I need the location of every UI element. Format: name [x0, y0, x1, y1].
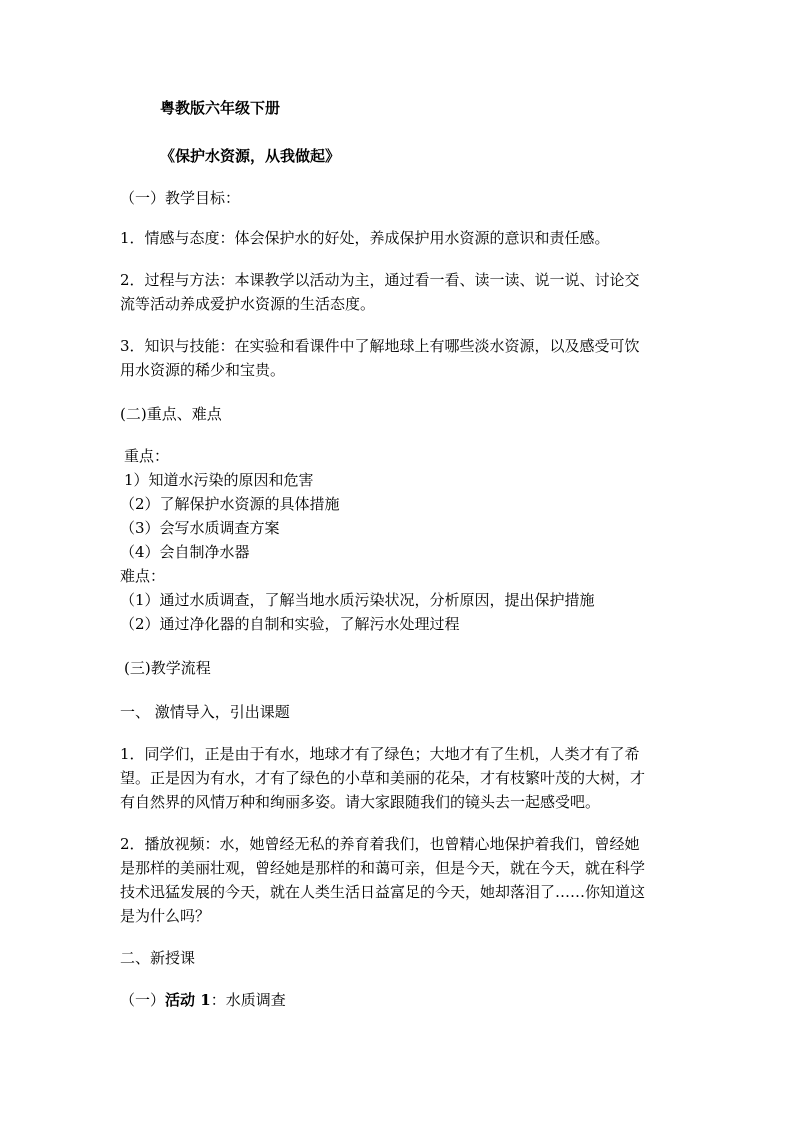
paragraph-2-line1: 2．播放视频：水，她曾经无私的养育着我们，也曾精心地保护着我们，曾经她	[120, 835, 640, 853]
key-point-1: 1）知道水污染的原因和危害	[124, 471, 314, 489]
activity-1-prefix: （一）	[120, 991, 166, 1009]
objective-2-line1: 2．过程与方法：本课教学以活动为主，通过看一看、读一读、说一说、讨论交	[120, 271, 640, 289]
part2-heading: 二、新授课	[120, 949, 196, 967]
key-point-2: （2）了解保护水资源的具体措施	[120, 495, 340, 513]
section2-heading: (二)重点、难点	[120, 405, 222, 423]
paragraph-2-line3: 技术迅猛发展的今天，就在人类生活日益富足的今天，她却落泪了……你知道这	[120, 883, 646, 901]
objective-1: 1．情感与态度：体会保护水的好处，养成保护用水资源的意识和责任感。	[120, 229, 610, 247]
difficulties-heading: 难点：	[120, 567, 166, 585]
title-grade: 粤教版六年级下册	[160, 99, 281, 117]
paragraph-2-line4: 是为什么吗？	[120, 907, 211, 925]
objective-3-line1: 3．知识与技能：在实验和看课件中了解地球上有哪些淡水资源，以及感受可饮	[120, 337, 640, 355]
title-main: 《保护水资源，从我做起》	[160, 147, 341, 165]
activity-1-title: ：水质调查	[210, 991, 286, 1009]
paragraph-2-line2: 是那样的美丽壮观，曾经她是那样的和蔼可亲，但是今天，就在今天，就在科学	[120, 859, 646, 877]
key-point-4: （4）会自制净水器	[120, 543, 250, 561]
section1-heading: （一）教学目标：	[120, 189, 241, 207]
objective-3-line2: 用水资源的稀少和宝贵。	[120, 361, 286, 379]
key-point-3: （3）会写水质调查方案	[120, 519, 280, 537]
activity-1-heading	[120, 988, 286, 1012]
difficulty-1: （1）通过水质调查，了解当地水质污染状况，分析原因，提出保护措施	[120, 591, 595, 609]
activity-1-label: 活动 1	[165, 991, 211, 1009]
key-points-heading: 重点：	[124, 447, 170, 465]
difficulty-2: （2）通过净化器的自制和实验，了解污水处理过程	[120, 615, 460, 633]
paragraph-1-line1: 1．同学们，正是由于有水，地球才有了绿色；大地才有了生机，人类才有了希	[120, 745, 640, 763]
paragraph-1-line3: 有自然界的风情万种和绚丽多姿。请大家跟随我们的镜头去一起感受吧。	[120, 793, 601, 811]
section3-heading: (三)教学流程	[124, 659, 211, 677]
objective-2-line2: 流等活动养成爱护水资源的生活态度。	[120, 295, 376, 313]
paragraph-1-line2: 望。正是因为有水，才有了绿色的小草和美丽的花朵，才有枝繁叶茂的大树，才	[120, 769, 646, 787]
part1-heading: 一、 激情导入，引出课题	[120, 703, 290, 721]
